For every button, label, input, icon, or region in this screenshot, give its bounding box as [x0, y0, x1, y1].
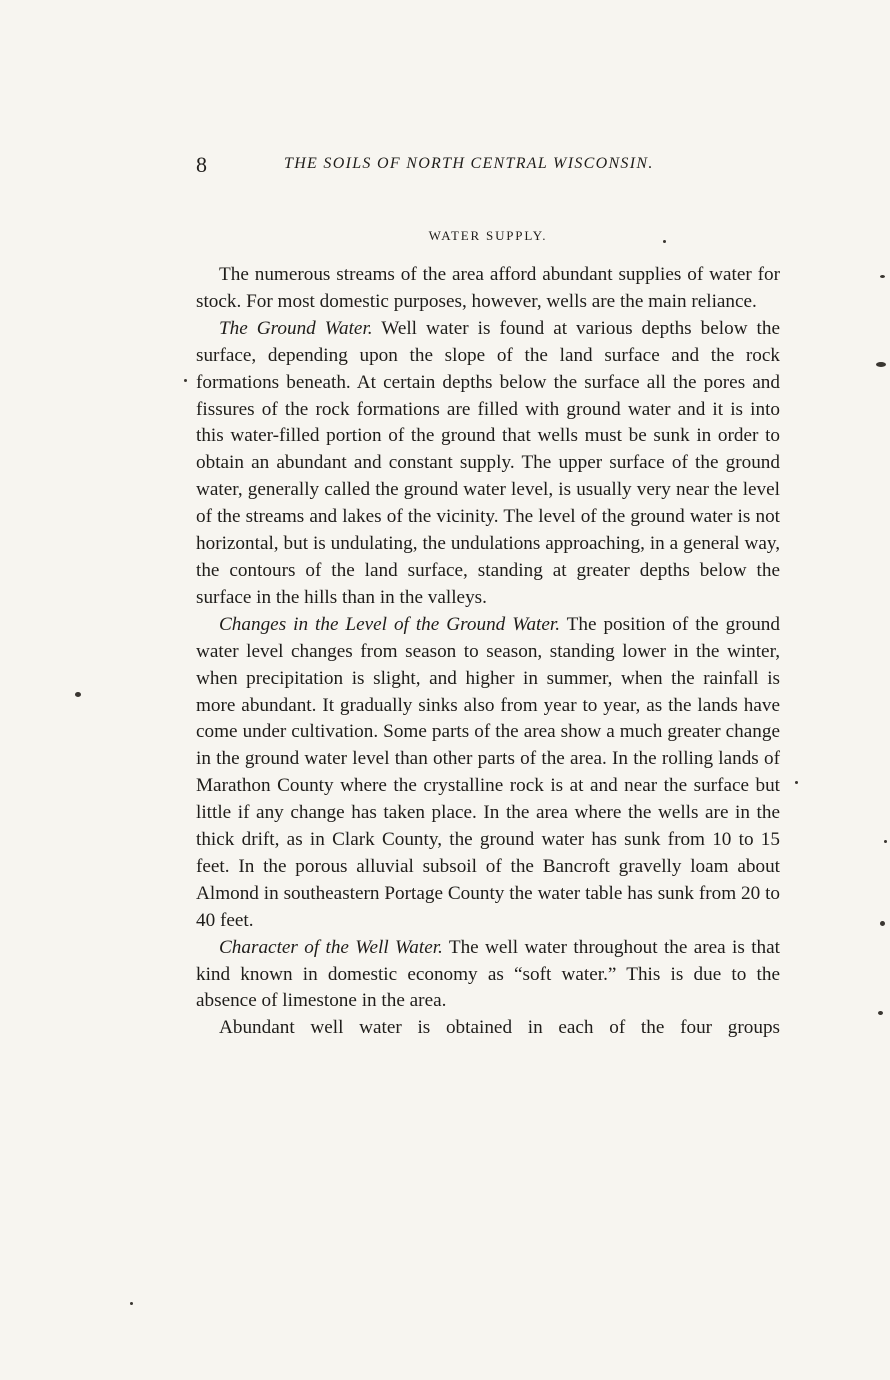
run-in-heading: Changes in the Level of the Ground Water. — [219, 613, 561, 635]
page-number: 8 — [196, 152, 207, 177]
paragraph-text: The position of the ground water level changes from season to season, standing lower in the winter, when precipitation is slight, and higher in summer, when the rainfall is more abundant. It gradually sinks also from year to year, as the lands have come under cultivation. Some parts of the area show a much greater change in the ground water level than other parts of the area. In the rolling lands of Marathon County where the crystalline rock is at and near the surface but little if any change has taken place. In the area where the wells are in the thick drift, as in Clark County, the ground water has sunk from 10 to 15 feet. In the porous alluvial subsoil of the Bancroft gravelly loam about Almond in southeastern Portage County the water table has sunk from 20 to 40 feet. — [196, 613, 780, 931]
run-in-heading: Character of the Well Water. — [219, 936, 443, 958]
paragraph — [196, 612, 780, 935]
paragraph — [196, 316, 780, 612]
scan-speck — [880, 275, 885, 278]
paragraph-text: The numerous streams of the area afford abundant supplies of water for stock. For most domestic purposes, however, wells are the main reliance. — [196, 264, 780, 312]
scan-speck — [878, 1011, 883, 1015]
scan-speck — [880, 921, 885, 926]
running-title: THE SOILS OF NORTH CENTRAL WISCONSIN. — [284, 155, 654, 172]
run-in-heading: The Ground Water. — [219, 317, 373, 339]
scan-speck — [184, 379, 187, 382]
scan-speck — [75, 692, 81, 697]
scan-speck — [884, 840, 887, 843]
paragraph-text: Well water is found at various depths below the surface, depending upon the slope of the land surface and the rock formations beneath. At certain depths below the surface all the pores and fissures of the rock formations are filled with ground water and it is into this water-filled portion of the ground that wells must be sunk in order to obtain an abundant and constant supply. The upper surface of the ground water, generally called the ground water level, is usually very near the level of the streams and lakes of the vicinity. The level of the ground water is not horizontal, but is undulating, the undulations approaching, in a general way, the contours of the land surface, standing at greater depths below the surface in the hills than in the valleys. — [196, 317, 780, 608]
running-head — [196, 152, 786, 182]
scan-speck — [876, 362, 886, 367]
paragraph-text: Abundant well water is obtained in each of the four groups — [219, 1017, 780, 1039]
paragraph — [196, 262, 780, 316]
paragraph-continues — [196, 1015, 780, 1042]
scan-speck — [795, 781, 798, 784]
body-text — [196, 262, 780, 1042]
scan-speck — [663, 240, 666, 243]
paragraph — [196, 935, 780, 1016]
paragraph-text: The well water throughout the area is that kind known in domestic economy as “soft water.” This is due to the absence of limestone in the area. — [196, 936, 780, 1012]
section-heading: WATER SUPPLY. — [428, 228, 548, 243]
scan-speck — [130, 1302, 133, 1305]
